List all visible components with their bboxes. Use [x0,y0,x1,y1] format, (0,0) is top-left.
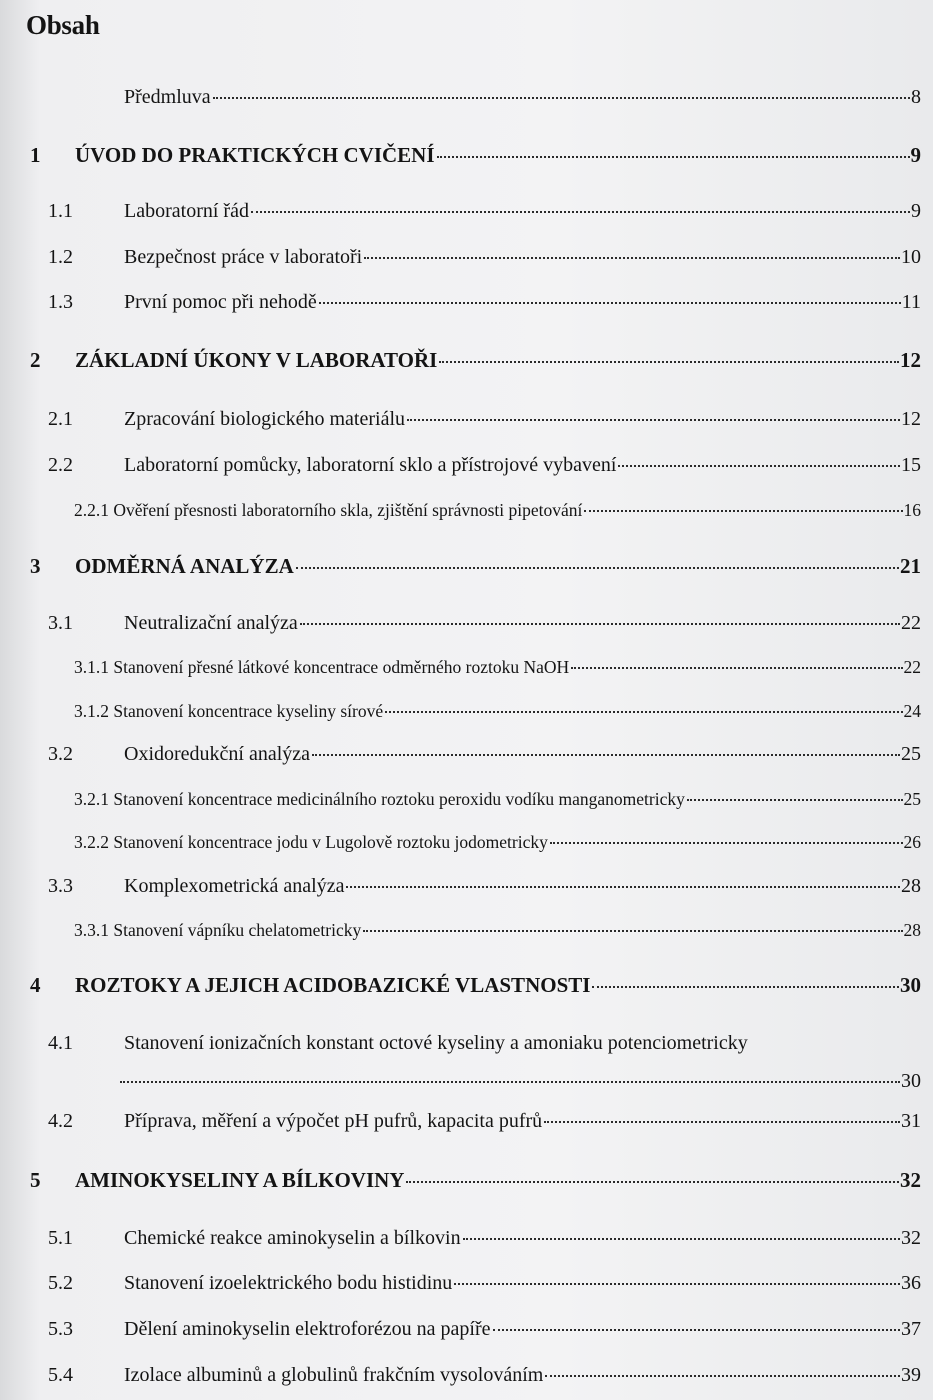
toc-entry-number: 3.1.2 [74,701,109,721]
toc-entry-number: 3.3.1 [74,920,109,940]
toc-entry-s1_1[interactable] [0,196,933,226]
toc-entry-title: Chemické reakce aminokyselin a bílkovin [124,1227,461,1249]
toc-entry-number: 3.2.2 [74,832,109,852]
toc-entry-s3_3_1[interactable] [0,915,933,945]
toc-entry-page: 8 [911,86,921,108]
toc-entry-s3_3[interactable] [0,871,933,901]
toc-entry-page: 10 [901,246,921,268]
dot-leader [571,667,902,669]
toc-entry-s3_1_1[interactable] [0,652,933,682]
dot-leader [584,510,902,512]
toc-entry-title-text: Ověření přesnosti laboratorního skla, zjištění správnosti pipetování [113,500,583,520]
toc-entry-title-text: Stanovení koncentrace medicinálního roztoku peroxidu vodíku manganometricky [113,789,685,809]
toc-entry-title-text: Stanovení přesné látkové koncentrace odměrného roztoku NaOH [113,657,570,677]
toc-entry-title [74,915,361,945]
toc-entry-page: 25 [901,743,921,765]
toc-entry-page: 31 [901,1110,921,1132]
dot-leader [454,1283,900,1285]
toc-entry-title-text: Stanovení vápníku chelatometricky [113,920,362,940]
toc-entry-number: 5.3 [48,1318,73,1340]
toc-entry-number: 5 [30,1168,41,1192]
toc-entry-page: 36 [901,1272,921,1294]
toc-entry-page: 22 [901,612,921,634]
dot-leader [406,1181,899,1183]
toc-entry-number: 5.2 [48,1272,73,1294]
toc-entry-s1_3[interactable] [0,287,933,317]
toc-entry-s3_2_1[interactable] [0,784,933,814]
toc-entry-title: Zpracování biologického materiálu [124,408,406,430]
dot-leader [213,97,910,99]
toc-entry-ch4[interactable] [0,970,933,1000]
dot-leader [439,361,899,363]
toc-entry-s5_3[interactable] [0,1314,933,1344]
toc-entry-number: 3.2 [48,743,73,765]
toc-entry-title: ROZTOKY A JEJICH ACIDOBAZICKÉ VLASTNOSTI [75,973,591,997]
toc-entry-page: 9 [911,200,921,222]
toc-entry-s2_1[interactable] [0,404,933,434]
toc-entry-number: 3 [30,554,41,578]
toc-entry-s3_2_2[interactable] [0,827,933,857]
dot-leader [312,754,900,756]
dot-leader [545,1375,900,1377]
toc-entry-title: Laboratorní pomůcky, laboratorní sklo a přístrojové vybavení [124,454,617,476]
toc-entry-page: 37 [901,1318,921,1340]
toc-entry-page: 30 [901,1070,921,1092]
dot-leader [300,623,900,625]
dot-leader [251,211,910,213]
dot-leader [463,1238,900,1240]
dot-leader [346,886,900,888]
toc-entry-page: 28 [901,875,921,897]
toc-entry-title: Laboratorní řád [124,200,249,222]
toc-entry-page: 26 [903,832,921,852]
toc-entry-title: Izolace albuminů a globulinů frakčním vysolováním [124,1364,544,1386]
toc-entry-title: AMINOKYSELINY A BÍLKOVINY [75,1168,405,1192]
toc-entry-title [74,827,548,857]
dot-leader [687,799,903,801]
toc-entry-title: Komplexometrická analýza [124,875,345,897]
toc-entry-title: ZÁKLADNÍ ÚKONY V LABORATOŘI [75,348,438,372]
toc-entry-page: 25 [903,789,921,809]
toc-entry-continuation [118,1066,921,1096]
dot-leader [363,930,902,932]
toc-entry-page: 15 [901,454,921,476]
dot-leader [407,419,900,421]
toc-entry-ch1[interactable] [0,140,933,170]
toc-entry-number: 2.2 [48,454,73,476]
toc-entry-page: 11 [901,291,921,313]
toc-entry-title: První pomoc při nehodě [124,291,317,313]
toc-entry-title-text: Stanovení koncentrace kyseliny sírové [113,701,384,721]
toc-entry-title-text: Stanovení koncentrace jodu v Lugolově roztoku jodometricky [113,832,548,852]
toc-entry-number: 1.3 [48,291,73,313]
dot-leader [296,567,899,569]
toc-entry-title: Předmluva [124,86,211,108]
toc-entry-title: Stanovení ionizačních konstant octové kyseliny a amoniaku potenciometricky [124,1032,748,1054]
toc-entry-s5_1[interactable] [0,1223,933,1253]
toc-entry-page: 22 [903,657,921,677]
toc-heading: Obsah [26,10,100,40]
toc-entry-number: 4.1 [48,1032,73,1054]
toc-entry-ch5[interactable] [0,1165,933,1195]
toc-entry-number: 1 [30,143,41,167]
toc-entry-number: 3.1.1 [74,657,109,677]
dot-leader [550,842,903,844]
toc-entry-number: 4.2 [48,1110,73,1132]
dot-leader [437,156,910,158]
toc-entry-page: 30 [900,973,921,997]
dot-leader [120,1081,900,1083]
toc-entry-number: 5.1 [48,1227,73,1249]
toc-entry-number: 3.3 [48,875,73,897]
toc-entry-number: 3.2.1 [74,789,109,809]
toc-entry-s1_2[interactable] [0,242,933,272]
toc-entry-ch2[interactable] [0,345,933,375]
toc-entry-page: 12 [900,348,921,372]
toc-entry-s4_1[interactable] [0,1028,933,1058]
toc-entry-ch3[interactable] [0,551,933,581]
toc-entry-number: 2 [30,348,41,372]
toc-entry-s3_1_2[interactable] [0,696,933,726]
toc-entry-page: 32 [900,1168,921,1192]
dot-leader [385,711,902,713]
toc-entry-number: 4 [30,973,41,997]
toc-entry-number: 1.2 [48,246,73,268]
dot-leader [319,302,901,304]
toc-entry-page: 21 [900,554,921,578]
toc-entry-number: 5.4 [48,1364,73,1386]
toc-entry-page: 12 [901,408,921,430]
toc-entry-page: 16 [903,500,921,520]
toc-entry-title [74,652,569,682]
dot-leader [364,257,900,259]
toc-entry-number: 3.1 [48,612,73,634]
toc-entry-title: Stanovení izoelektrického bodu histidinu [124,1272,453,1294]
toc-entry-title [74,696,383,726]
toc-entry-page: 28 [903,920,921,940]
toc-entry-title [74,784,685,814]
toc-entry-s2_2_1[interactable] [0,495,933,525]
toc-entry-title: Bezpečnost práce v laboratoři [124,246,363,268]
dot-leader [618,465,900,467]
dot-leader [592,986,899,988]
toc-entry-s3_2[interactable] [0,739,933,769]
toc-entry-title [74,495,582,525]
toc-entry-page: 32 [901,1227,921,1249]
toc-entry-number: 2.1 [48,408,73,430]
toc-entry-s5_4[interactable] [0,1360,933,1390]
toc-entry-title: Oxidoredukční analýza [124,743,311,765]
toc-entry-number: 1.1 [48,200,73,222]
toc-entry-title: Dělení aminokyselin elektroforézou na papíře [124,1318,491,1340]
dot-leader [544,1121,900,1123]
toc-entry-s3_1[interactable] [0,608,933,638]
toc-entry-s5_2[interactable] [0,1268,933,1298]
toc-entry-s4_2[interactable] [0,1106,933,1136]
toc-entry-title: ÚVOD DO PRAKTICKÝCH CVIČENÍ [75,143,435,167]
toc-entry-s2_2[interactable] [0,450,933,480]
toc-entry-title: Příprava, měření a výpočet pH pufrů, kapacita pufrů [124,1110,543,1132]
toc-entry-page: 39 [901,1364,921,1386]
toc-entry-number: 2.2.1 [74,500,109,520]
toc-entry-page: 9 [910,143,921,167]
dot-leader [493,1329,900,1331]
toc-entry-title: Neutralizační analýza [124,612,298,634]
toc-entry-title: ODMĚRNÁ ANALÝZA [75,554,294,578]
toc-entry-predmluva[interactable] [0,82,933,112]
toc-entry-page: 24 [903,701,921,721]
